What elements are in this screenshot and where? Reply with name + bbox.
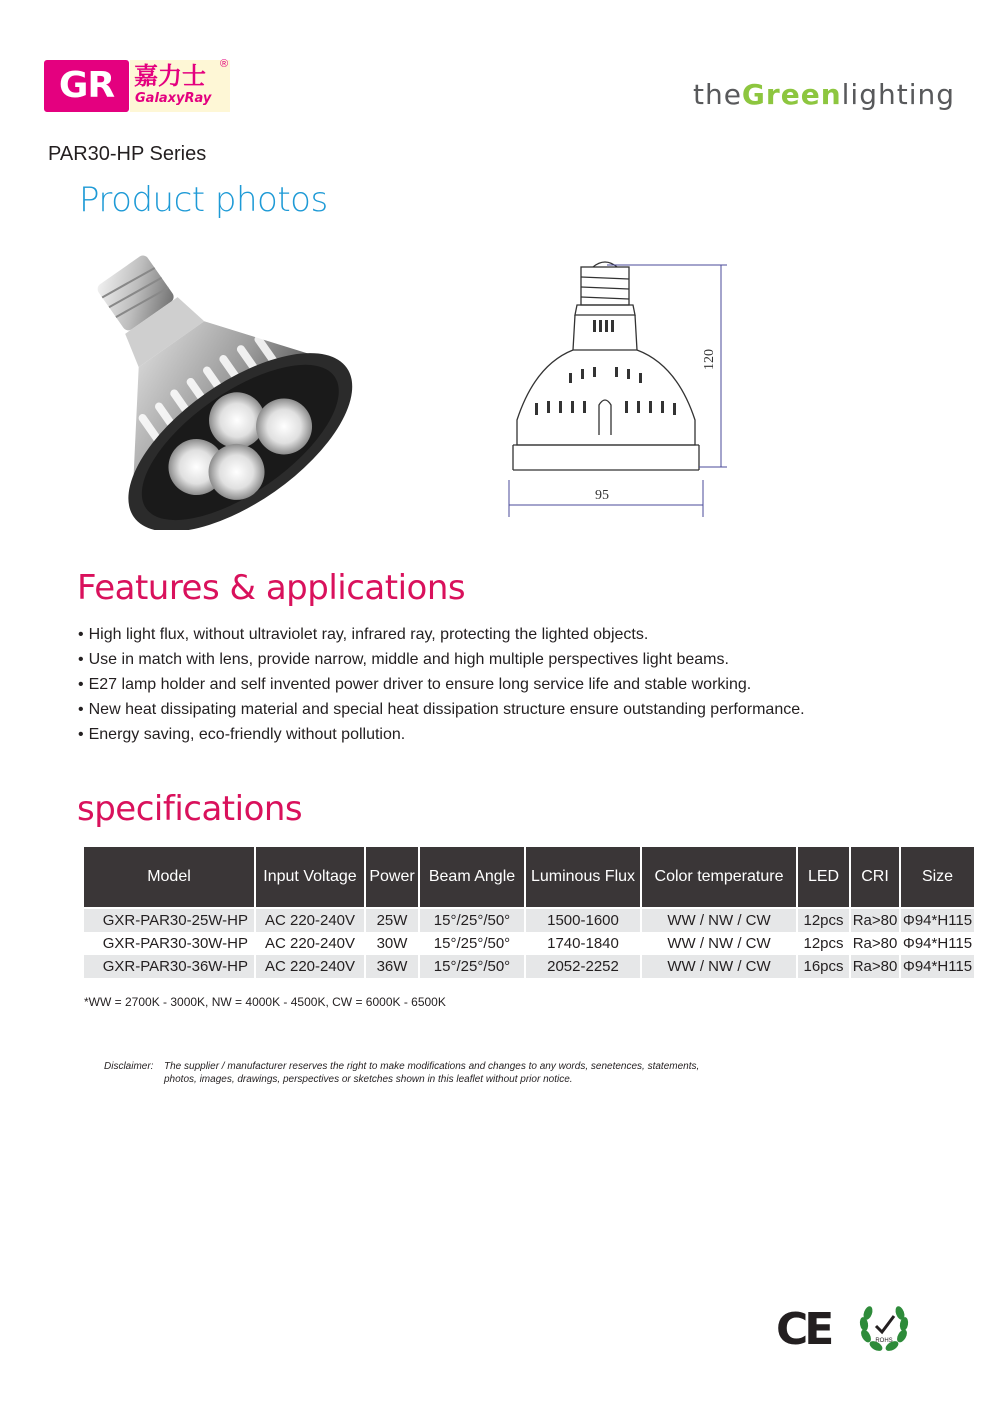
brand-pre: the: [692, 78, 742, 111]
specifications-heading: specifications: [77, 789, 303, 829]
list-item: • High light flux, without ultraviolet ray, infrared ray, protecting the lighted objects.: [78, 622, 805, 647]
list-item: • New heat dissipating material and special heat dissipation structure ensure outstanding performance.: [78, 697, 805, 722]
ce-mark-icon: CE: [776, 1304, 831, 1355]
column-header: Input Voltage: [255, 847, 365, 908]
list-item: • E27 lamp holder and self invented power driver to ensure long service life and stable working.: [78, 672, 805, 697]
table-cell: 1740-1840: [525, 932, 641, 955]
table-cell: 12pcs: [797, 932, 850, 955]
table-cell: 2052-2252: [525, 955, 641, 978]
table-cell: Ra>80: [850, 955, 900, 978]
list-item: • Use in match with lens, provide narrow, middle and high multiple perspectives light beams.: [78, 647, 805, 672]
disclaimer-line-1: The supplier / manufacturer reserves the right to make modifications and changes to any words, senetences, statements,: [164, 1061, 700, 1072]
table-cell: 36W: [365, 955, 419, 978]
dimension-drawing: [495, 255, 735, 525]
column-header: Model: [84, 847, 255, 908]
features-heading: Features & applications: [77, 568, 466, 608]
table-cell: GXR-PAR30-30W-HP: [84, 932, 255, 955]
table-cell: 15°/25°/50°: [419, 932, 525, 955]
disclaimer-line-2: photos, images, drawings, perspectives or sketches shown in this leaflet without prior notice.: [164, 1074, 573, 1085]
table-cell: 12pcs: [797, 908, 850, 932]
logo-registered-mark: ®: [220, 58, 229, 70]
table-cell: Φ94*H115: [902, 935, 973, 952]
table-cell: GXR-PAR30-25W-HP: [84, 908, 255, 932]
table-cell: 16pcs: [797, 955, 850, 978]
table-cell: AC 220-240V: [255, 932, 365, 955]
table-cell: Ra>80: [850, 908, 900, 932]
table-cell: 1500-1600: [525, 908, 641, 932]
table-cell: WW / NW / CW: [641, 955, 797, 978]
column-header: Size: [900, 847, 974, 908]
brand-green: Green: [741, 78, 842, 111]
table-cell: AC 220-240V: [255, 955, 365, 978]
table-cell: Φ94*H115: [900, 908, 974, 932]
dim-height-label: 120: [702, 349, 717, 370]
table-cell: 25W: [365, 908, 419, 932]
column-header: Beam Angle: [419, 847, 525, 908]
column-header: Color temperature: [641, 847, 797, 908]
table-cell: GXR-PAR30-36W-HP: [84, 955, 255, 978]
series-title: PAR30-HP Series: [48, 143, 207, 165]
table-row: [84, 932, 974, 955]
brand-logo: [44, 60, 234, 112]
column-header: Power: [365, 847, 419, 908]
brand-tagline: [693, 78, 955, 111]
features-list: [78, 622, 805, 747]
table-cell: Ra>80: [850, 932, 900, 955]
table-cell: 15°/25°/50°: [419, 908, 525, 932]
spec-table: [84, 847, 974, 978]
rohs-label: ROHS: [875, 1338, 893, 1344]
table-cell: Φ94*H115: [900, 955, 974, 978]
rohs-badge-icon: [856, 1300, 912, 1356]
table-cell: WW / NW / CW: [641, 932, 797, 955]
column-header: LED: [797, 847, 850, 908]
table-cell: 15°/25°/50°: [419, 955, 525, 978]
product-photo: [58, 240, 398, 530]
table-row: [84, 955, 974, 978]
disclaimer: [104, 1060, 699, 1086]
list-item: • Energy saving, eco-friendly without pollution.: [78, 722, 805, 747]
product-photos-heading: Product photos: [79, 180, 328, 220]
dim-width-label: 95: [595, 488, 609, 503]
column-header: CRI: [850, 847, 900, 908]
table-row: [84, 908, 974, 932]
brand-post: lighting: [841, 78, 955, 111]
table-header-row: [84, 847, 974, 908]
logo-english-name: GalaxyRay: [135, 91, 212, 106]
column-header: Luminous Flux: [525, 847, 641, 908]
table-cell: WW / NW / CW: [641, 908, 797, 932]
logo-letters: GR: [58, 65, 115, 106]
color-temperature-footnote: *WW = 2700K - 3000K, NW = 4000K - 4500K, CW = 6000K - 6500K: [84, 995, 446, 1009]
disclaimer-label: Disclaimer:: [104, 1061, 154, 1072]
table-cell: 30W: [365, 932, 419, 955]
logo-chinese-name: 嘉力士: [134, 62, 206, 90]
table-cell: AC 220-240V: [255, 908, 365, 932]
